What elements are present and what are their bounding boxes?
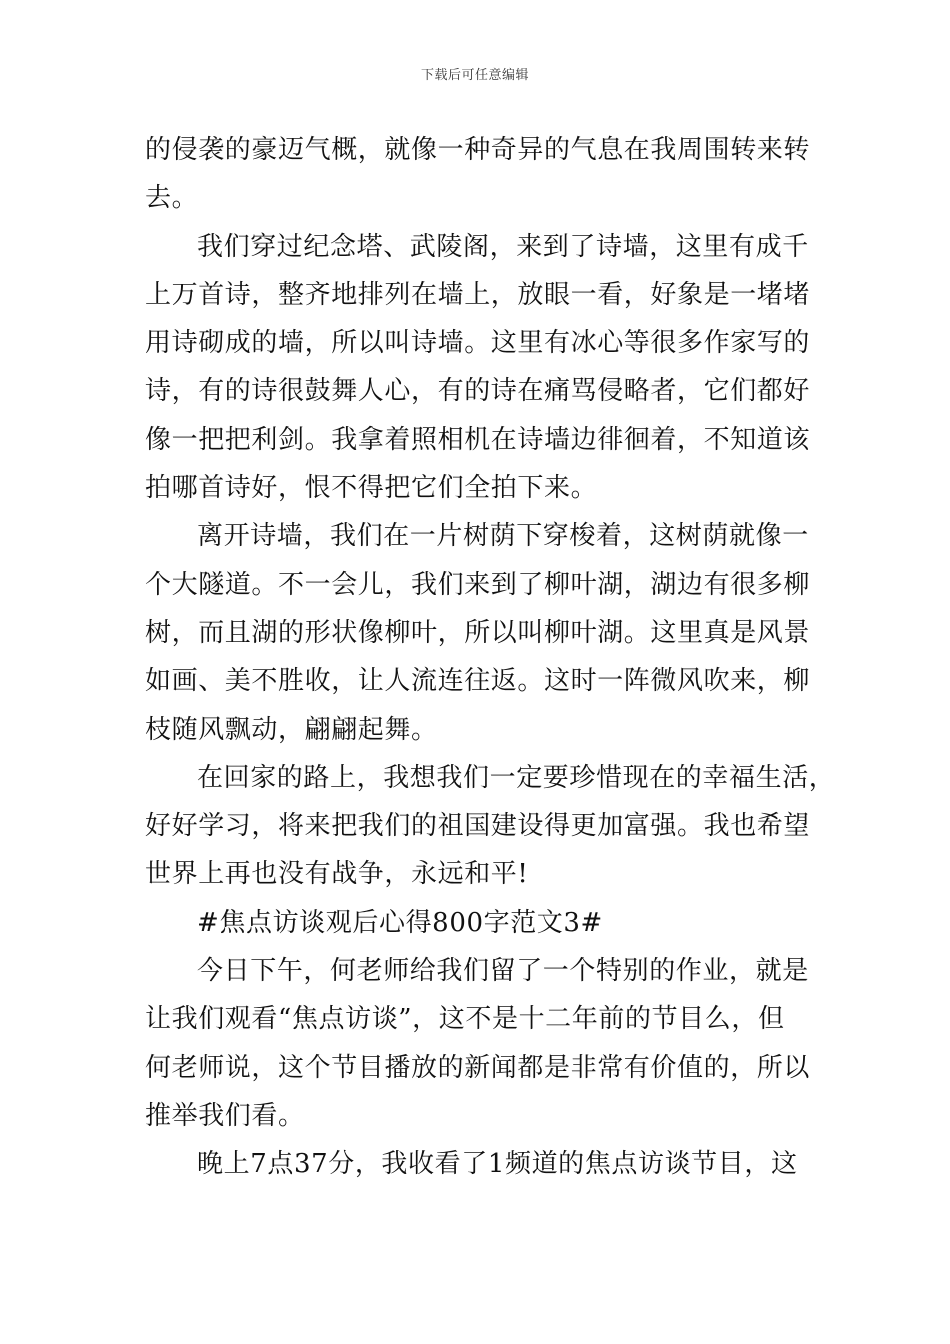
text-line: 我们穿过纪念塔、武陵阁，来到了诗墙，这里有成千 (197, 231, 809, 262)
page-header: 下载后可任意编辑 (420, 68, 529, 83)
text-line: 如画、美不胜收，让人流连往返。这时一阵微风吹来，柳 (145, 666, 811, 697)
text-line: 用诗砌成的墙，所以叫诗墙。这里有冰心等很多作家写的 (145, 328, 811, 359)
text-line: 晚上7点37分，我收看了1频道的焦点访谈节目，这 (197, 1149, 798, 1180)
text-line: 世界上再也没有战争，永远和平! (145, 859, 529, 890)
text-line: 上万首诗，整齐地排列在墙上，放眼一看，好象是一堵堵 (145, 279, 811, 310)
section-heading: #焦点访谈观后心得800字范文3# (197, 907, 603, 938)
text-line: 去。 (145, 183, 199, 214)
text-line: 今日下午，何老师给我们留了一个特别的作业，就是 (197, 956, 809, 987)
text-line: 推举我们看。 (145, 1100, 305, 1131)
text-line: 在回家的路上，我想我们一定要珍惜现在的幸福生活， (197, 762, 836, 793)
text-line: 让我们观看“焦点访谈”，这不是十二年前的节目么，但 (145, 1004, 785, 1035)
text-line: 像一把把利剑。我拿着照相机在诗墙边徘徊着，不知道该 (145, 424, 811, 455)
text-line: 的侵袭的豪迈气概，就像一种奇异的气息在我周围转来转 (145, 135, 811, 165)
document-body (145, 126, 836, 1189)
text-line: 离开诗墙，我们在一片树荫下穿梭着，这树荫就像一 (197, 521, 809, 552)
text-line: 树，而且湖的形状像柳叶，所以叫柳叶湖。这里真是风景 (145, 617, 811, 648)
text-line: 拍哪首诗好，恨不得把它们全拍下来。 (145, 473, 598, 504)
text-line: 何老师说，这个节目播放的新闻都是非常有价值的，所以 (145, 1052, 811, 1083)
text-line: 好好学习，将来把我们的祖国建设得更加富强。我也希望 (145, 811, 811, 842)
text-line: 枝随风飘动，翩翩起舞。 (145, 714, 438, 745)
text-line: 个大隧道。不一会儿，我们来到了柳叶湖，湖边有很多柳 (145, 569, 811, 600)
text-line: 诗，有的诗很鼓舞人心，有的诗在痛骂侵略者，它们都好 (145, 376, 811, 407)
